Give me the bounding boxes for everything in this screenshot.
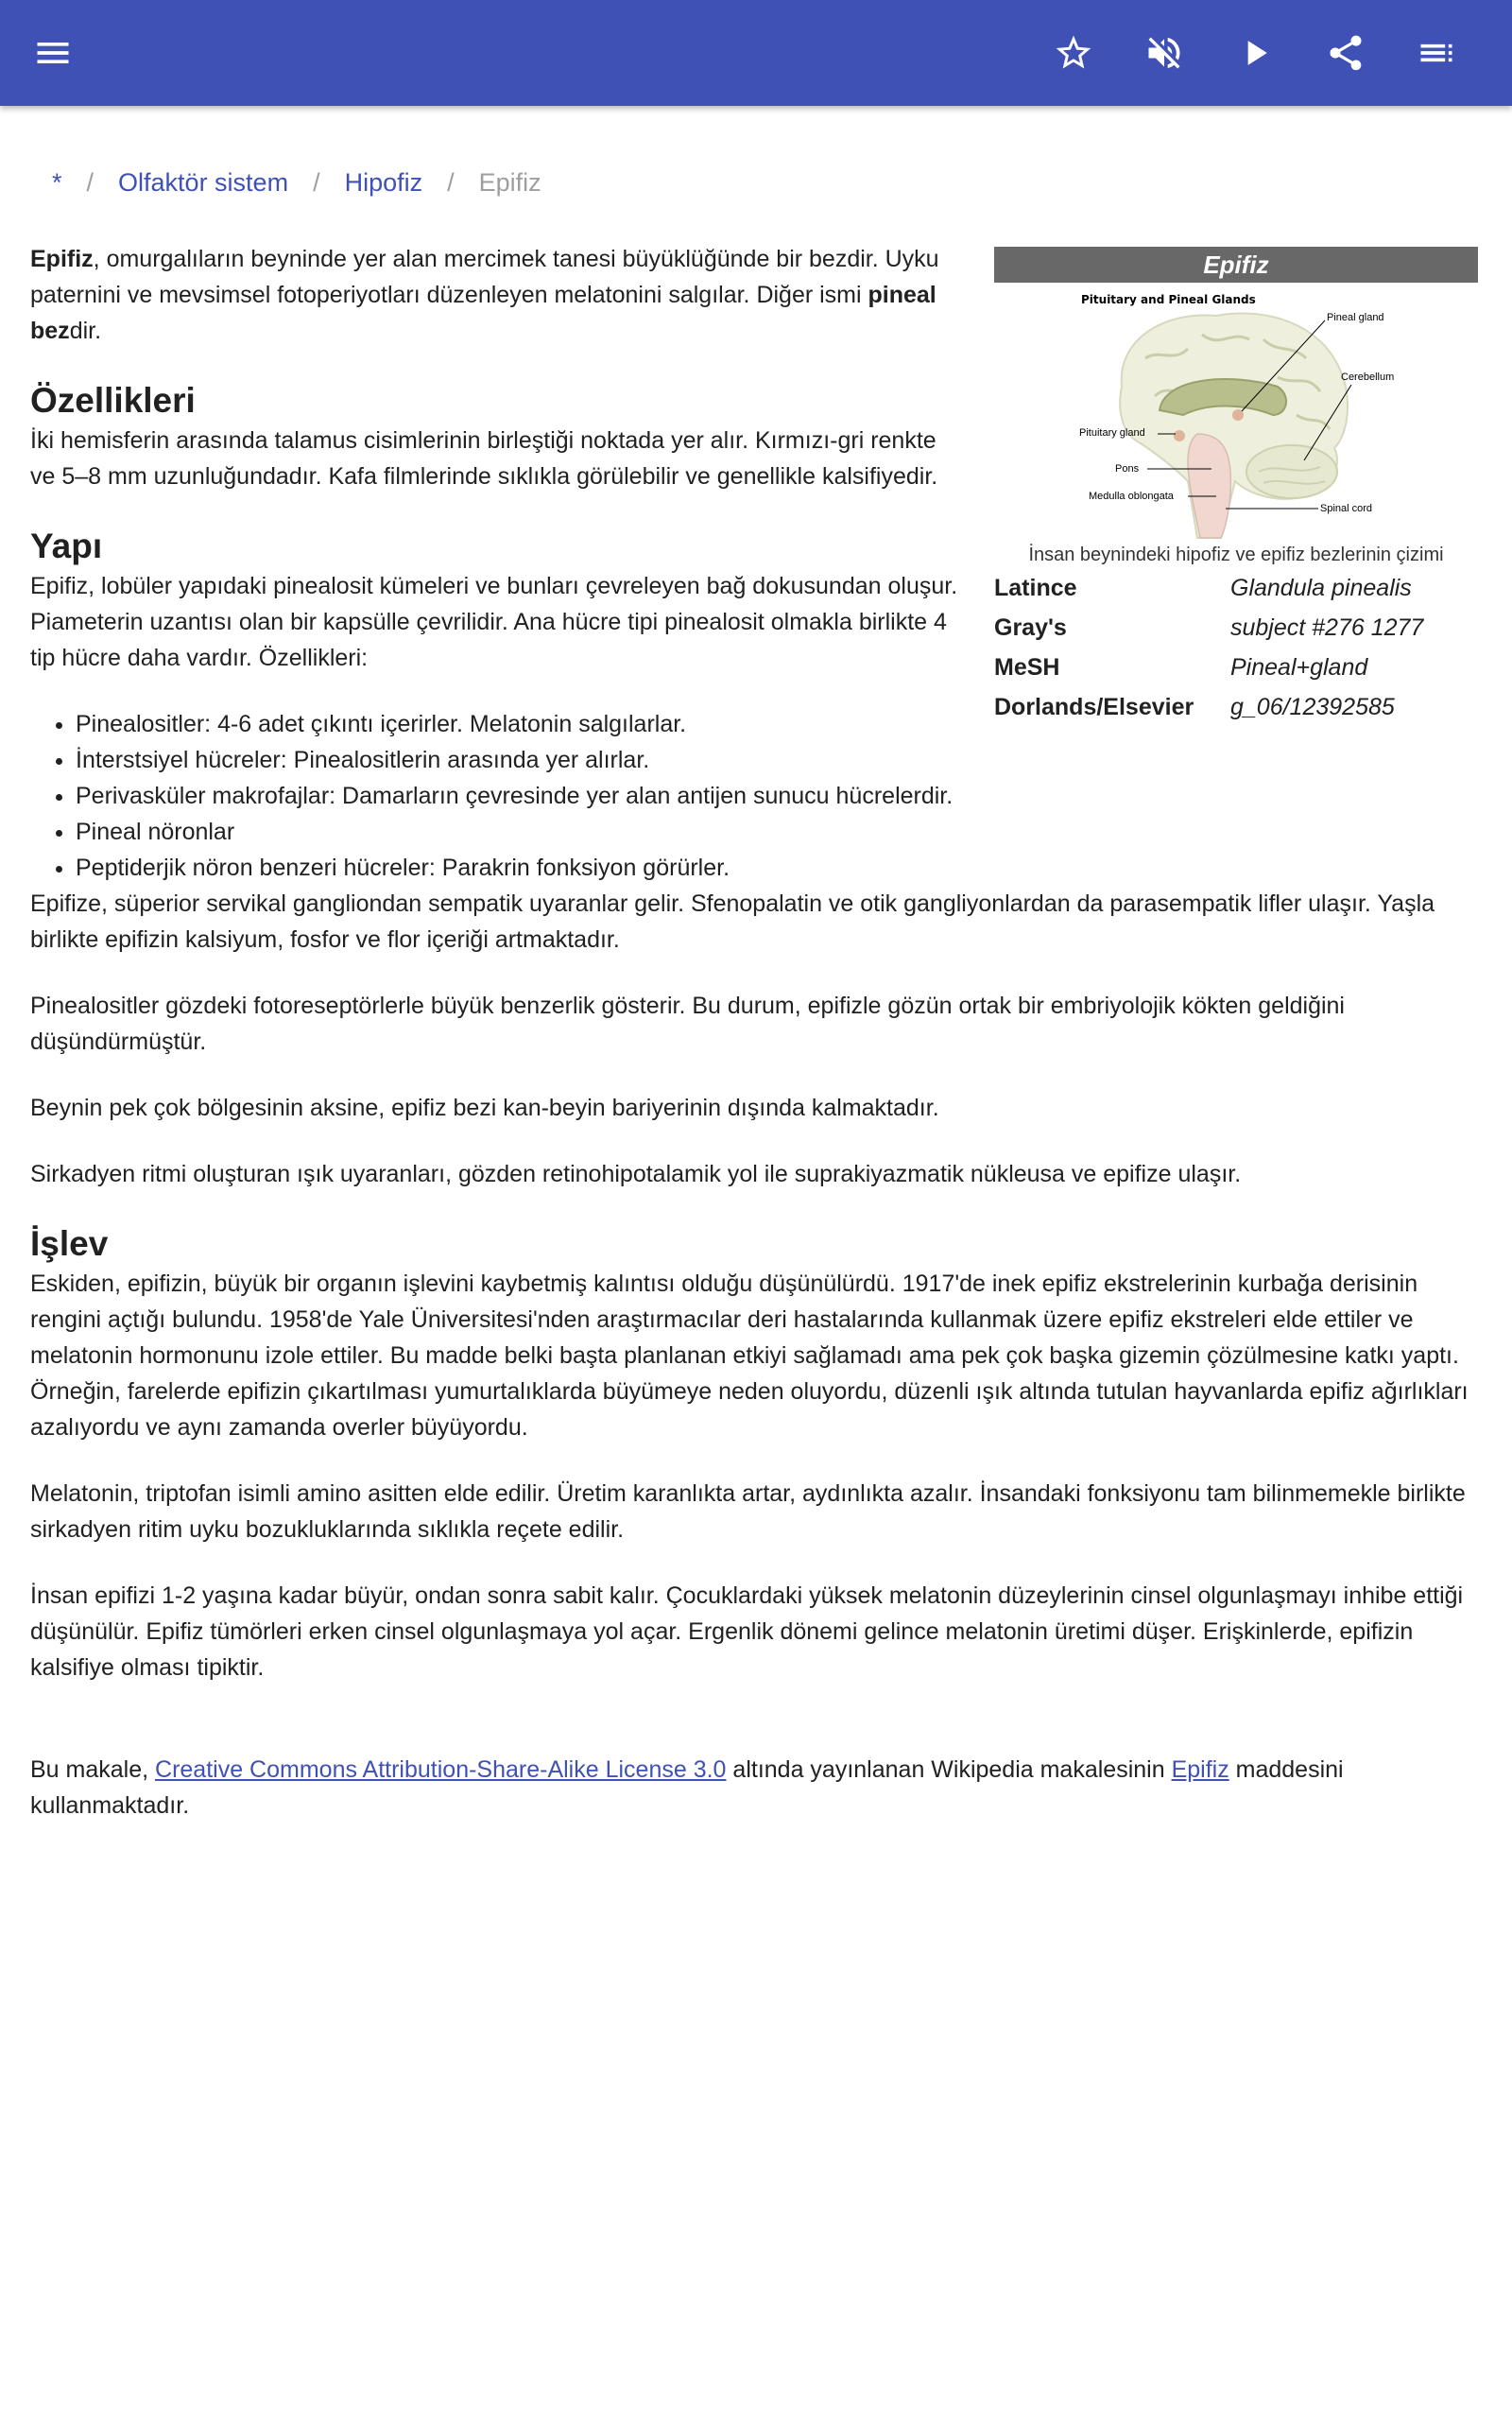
svg-text:Medulla oblongata: Medulla oblongata <box>1089 491 1174 502</box>
play-button[interactable] <box>1228 26 1281 79</box>
favorite-button[interactable] <box>1047 26 1100 79</box>
pituitary-pineal-diagram <box>994 283 1478 540</box>
svg-text:Pineal gland: Pineal gland <box>1327 312 1384 323</box>
breadcrumb-current: Epifiz <box>478 168 541 197</box>
breadcrumb-home[interactable]: * <box>52 168 62 197</box>
infobox <box>994 247 1478 727</box>
volume-off-icon <box>1143 32 1185 74</box>
license-text: Bu makale, <box>30 1756 156 1783</box>
playlist-icon <box>1416 32 1457 74</box>
mute-button[interactable] <box>1138 26 1191 79</box>
list-item: • Perivasküler makrofajlar: Damarların çevresinde yer alan antijen sunucu hücrelerdir. <box>76 778 1482 814</box>
infobox-value: subject #276 1277 <box>1230 614 1424 641</box>
infobox-row <box>994 608 1478 648</box>
breadcrumb-olfaktor-sistem[interactable]: Olfaktör sistem <box>118 168 289 197</box>
list-item: • Pineal nöronlar <box>76 814 1482 850</box>
svg-text:Pituitary and Pineal Glands: Pituitary and Pineal Glands <box>1081 293 1256 306</box>
list-item: • Peptiderjik nöron benzeri hücreler: Parakrin fonksiyon görürler. <box>76 850 1482 886</box>
table-of-contents-button[interactable] <box>1410 26 1463 79</box>
paragraph: Melatonin, triptofan isimli amino asitten elde edilir. Üretim karanlıkta artar, aydınlıkta azalır. İnsandaki fonksiyonu tam bilinmemekle birlikte sirkadyen ritim uyku bozukluklarında sıklıkla reçete edilir. <box>30 1480 1466 1543</box>
license-text: altında yayınlanan Wikipedia makalesinin <box>726 1756 1172 1783</box>
menu-icon <box>32 32 74 74</box>
star-outline-icon <box>1053 32 1094 74</box>
list-item: • İnterstsiyel hücreler: Pinealositlerin arasında yer alırlar. <box>76 742 1482 778</box>
infobox-caption: İnsan beynindeki hipofiz ve epifiz bezlerinin çizimi <box>1028 544 1444 565</box>
list-item: • Pinealositler: 4-6 adet çıkıntı içerirler. Melatonin salgılarlar. <box>76 706 1482 742</box>
breadcrumb-separator: / <box>86 168 94 197</box>
cell-types-list <box>30 706 1482 886</box>
infobox-key: Dorlands/Elsevier <box>994 694 1194 720</box>
brain-diagram-image[interactable] <box>994 283 1478 540</box>
svg-text:Pons: Pons <box>1115 463 1140 475</box>
license-link[interactable]: Creative Commons Attribution-Share-Alike License 3.0 <box>155 1756 727 1783</box>
infobox-table <box>994 568 1478 727</box>
license-notice <box>30 1752 1482 1824</box>
app-bar <box>0 0 1512 106</box>
license-text: maddesini kullanmaktadır. <box>30 1756 1344 1819</box>
infobox-value: g_06/12392585 <box>1230 694 1395 720</box>
paragraph: Beynin pek çok bölgesinin aksine, epifiz bezi kan-beyin bariyerinin dışında kalmaktadır. <box>30 1095 939 1121</box>
article-content <box>30 241 1482 1854</box>
paragraph: Sirkadyen ritmi oluşturan ışık uyaranları, gözden retinohipotalamik yol ile suprakiyazmatik nükleusa ve epifize ulaşır. <box>30 1161 1242 1187</box>
paragraph: Epifiz, lobüler yapıdaki pinealosit kümeleri ve bunları çevreleyen bağ dokusundan oluşur. Piameterin uzantısı olan bir kapsülle çevrilidir. Ana hücre tipi pinealosit olmakla birlikte 4 tip hücre daha vardır. Özellikleri: <box>30 573 958 671</box>
section-heading-yapi: Yapı <box>30 527 103 565</box>
menu-button[interactable] <box>26 26 79 79</box>
infobox-value: Glandula pinealis <box>1230 575 1412 601</box>
section-heading-islev: İşlev <box>30 1224 109 1263</box>
infobox-value: Pineal+gland <box>1230 654 1368 681</box>
play-icon <box>1234 32 1276 74</box>
infobox-title: Epifiz <box>994 247 1478 283</box>
svg-text:Pituitary gland: Pituitary gland <box>1079 427 1145 439</box>
breadcrumb-separator: / <box>447 168 455 197</box>
breadcrumb-separator: / <box>313 168 320 197</box>
paragraph: Epifize, süperior servikal gangliondan sempatik uyaranlar gelir. Sfenopalatin ve otik gangliyonlardan da parasempatik lifler ulaşır. Yaşla birlikte epifizin kalsiyum, fosfor ve flor içeriği artmaktadır. <box>30 890 1435 953</box>
infobox-row <box>994 687 1478 727</box>
breadcrumb-hipofiz[interactable]: Hipofiz <box>344 168 423 197</box>
section-heading-ozellikleri: Özellikleri <box>30 381 196 420</box>
paragraph: Pinealositler gözdeki fotoreseptörlerle büyük benzerlik gösterir. Bu durum, epifizle gözün ortak bir embriyolojik kökten geldiğini düşündürmüştür. <box>30 993 1345 1055</box>
paragraph: İki hemisferin arasında talamus cisimlerinin birleştiği noktada yer alır. Kırmızı-gri renkte ve 5–8 mm uzunluğundadır. Kafa filmlerinde sıklıkla görülebilir ve genellikle kalsifiyedir. <box>30 427 938 490</box>
share-button[interactable] <box>1319 26 1372 79</box>
svg-text:Spinal cord: Spinal cord <box>1320 503 1373 514</box>
infobox-key: Latince <box>994 575 1077 601</box>
svg-text:Cerebellum: Cerebellum <box>1341 372 1395 383</box>
infobox-row <box>994 568 1478 608</box>
infobox-row <box>994 648 1478 687</box>
wikipedia-article-link[interactable]: Epifiz <box>1171 1756 1229 1783</box>
intro-bold-term: Epifiz <box>30 246 94 272</box>
paragraph: İnsan epifizi 1-2 yaşına kadar büyür, ondan sonra sabit kalır. Çocuklardaki yüksek melatonin düzeylerinin cinsel olgunlaşmayı inhibe ettiği düşünülür. Epifiz tümörleri erken cinsel olgunlaşmaya yol açar. Ergenlik dönemi gelince melatonin üretimi düşer. Erişkinlerde, epifizin kalsifiye olması tipiktir. <box>30 1582 1464 1681</box>
share-icon <box>1325 32 1366 74</box>
infobox-key: MeSH <box>994 654 1060 681</box>
breadcrumb <box>52 168 541 198</box>
paragraph: Eskiden, epifizin, büyük bir organın işlevini kaybetmiş kalıntısı olduğu düşünülürdü. 1917'de inek epifiz ekstrelerinin kurbağa derisinin rengini açtığı bulundu. 1958'de Yale Üniversitesi'nden araştırmacılar deri hastalarında kullanmak üzere epifiz ekstreleri elde ettiler ve melatonin hormonunu izole ettiler. Bu madde belki başta planlanan etkiyi sağlamadı ama pek çok başka gizemin çözülmesine katkı yaptı. Örneğin, farelerde epifizin çıkartılması yumurtalıklarda büyümeye neden oluyordu, düzenli ışık altında tutulan hayvanlarda epifiz ağırlıkları azalıyordu ve aynı zamanda overler büyüyordu. <box>30 1270 1469 1441</box>
intro-text-end: dir. <box>69 318 102 344</box>
infobox-key: Gray's <box>994 614 1067 641</box>
intro-text: , omurgalıların beyninde yer alan mercimek tanesi büyüklüğünde bir bezdir. Uyku paternini ve mevsimsel fotoperiyotları düzenleyen melatonini salgılar. Diğer ismi <box>30 246 939 308</box>
intro-bold-alt-name: pineal bez <box>30 282 936 344</box>
